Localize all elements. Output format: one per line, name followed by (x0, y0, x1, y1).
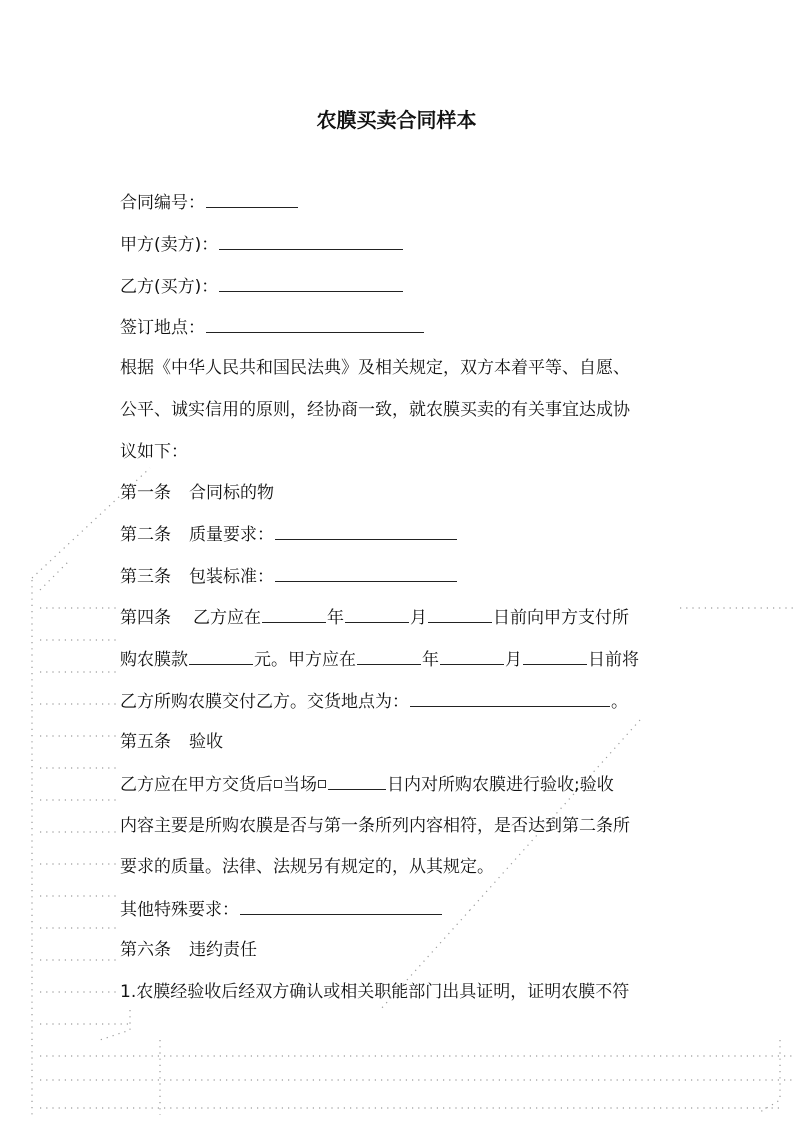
article-1-number: 第一条 (120, 483, 171, 503)
article-3-heading (120, 565, 680, 588)
article-4-line-1 (120, 606, 680, 629)
article-3-number: 第三条 (120, 567, 171, 587)
sign-place-line (120, 316, 680, 339)
article-5-para-1 (120, 773, 680, 796)
article-4-line3-end: 。 (611, 692, 628, 712)
intro-line-1: 根据《中华人民共和国民法典》及相关规定，双方本着平等、自愿、 (120, 358, 630, 378)
quality-blank[interactable] (275, 523, 457, 540)
party-a-label: 甲方(卖方)： (120, 235, 219, 255)
article-4-text-a: 乙方应在 (193, 608, 261, 628)
article-6-para-1: 1.农膜经验收后经双方确认或相关职能部门出具证明，证明农膜不符 (120, 982, 630, 1002)
article-4-line-3 (120, 690, 680, 713)
other-requirements-label: 其他特殊要求： (120, 900, 239, 920)
article-6-title: 违约责任 (189, 940, 257, 960)
article-3-title: 包装标准： (189, 567, 274, 587)
delivery-month-blank[interactable] (440, 648, 504, 665)
pay-month-blank[interactable] (345, 606, 409, 623)
article-5-para-2: 内容主要是所购农膜是否与第一条所列内容相符，是否达到第二条所 (120, 816, 630, 836)
party-b-label: 乙方(买方)： (120, 277, 219, 297)
pay-year-blank[interactable] (262, 606, 326, 623)
article-5-title: 验收 (189, 732, 223, 752)
delivery-year-blank[interactable] (357, 648, 421, 665)
party-a-blank[interactable] (219, 233, 403, 250)
article-6-number: 第六条 (120, 940, 171, 960)
sign-place-blank[interactable] (206, 316, 424, 333)
party-b-line (120, 275, 680, 298)
document-title: 农膜买卖合同样本 (316, 108, 477, 132)
packaging-blank[interactable] (275, 565, 457, 582)
inspection-days-blank[interactable] (328, 773, 386, 790)
party-b-blank[interactable] (219, 275, 403, 292)
article-5-p1-text-a: 乙方应在甲方交货后 (120, 775, 273, 795)
article-4-line2-month: 月 (505, 650, 522, 670)
onsite-checkbox[interactable] (274, 780, 282, 788)
other-requirements-blank[interactable] (240, 898, 442, 915)
article-4-number: 第四条 (120, 608, 171, 628)
party-a-line (120, 233, 680, 256)
article-4-line2-yuan: 元。甲方应在 (254, 650, 356, 670)
contract-number-blank[interactable] (206, 191, 298, 208)
article-4-line2-day: 日前将 (588, 650, 639, 670)
article-5-heading (120, 731, 680, 753)
article-4-line2-text-a: 购农膜款 (120, 650, 188, 670)
article-4-line3-text: 乙方所购农膜交付乙方。交货地点为： (120, 692, 409, 712)
intro-line-3: 议如下： (120, 442, 188, 462)
contract-number-line (120, 191, 680, 214)
article-1-title: 合同标的物 (189, 483, 274, 503)
contract-number-label: 合同编号： (120, 193, 205, 213)
article-5-p1-text-b: 当场 (283, 775, 317, 795)
delivery-place-blank[interactable] (410, 690, 610, 707)
article-2-heading (120, 523, 680, 546)
other-requirements-line (120, 898, 680, 921)
article-4-year: 年 (327, 608, 344, 628)
article-5-number: 第五条 (120, 732, 171, 752)
days-checkbox[interactable] (318, 780, 326, 788)
intro-line-2: 公平、诚实信用的原则，经协商一致，就农膜买卖的有关事宜达成协 (120, 400, 630, 420)
delivery-day-blank[interactable] (523, 648, 587, 665)
price-amount-blank[interactable] (189, 648, 253, 665)
article-2-number: 第二条 (120, 525, 171, 545)
sign-place-label: 签订地点： (120, 318, 205, 338)
article-4-month: 月 (410, 608, 427, 628)
article-5-para-3: 要求的质量。法律、法规另有规定的，从其规定。 (120, 857, 494, 877)
article-6-heading (120, 939, 680, 961)
article-5-p1-text-c: 日内对所购农膜进行验收;验收 (387, 775, 614, 795)
article-2-title: 质量要求： (189, 525, 274, 545)
pay-day-blank[interactable] (428, 606, 492, 623)
article-4-line2-year: 年 (422, 650, 439, 670)
article-1-heading (120, 482, 680, 504)
article-4-line-2 (120, 648, 680, 671)
article-4-day-text: 日前向甲方支付所 (493, 608, 629, 628)
